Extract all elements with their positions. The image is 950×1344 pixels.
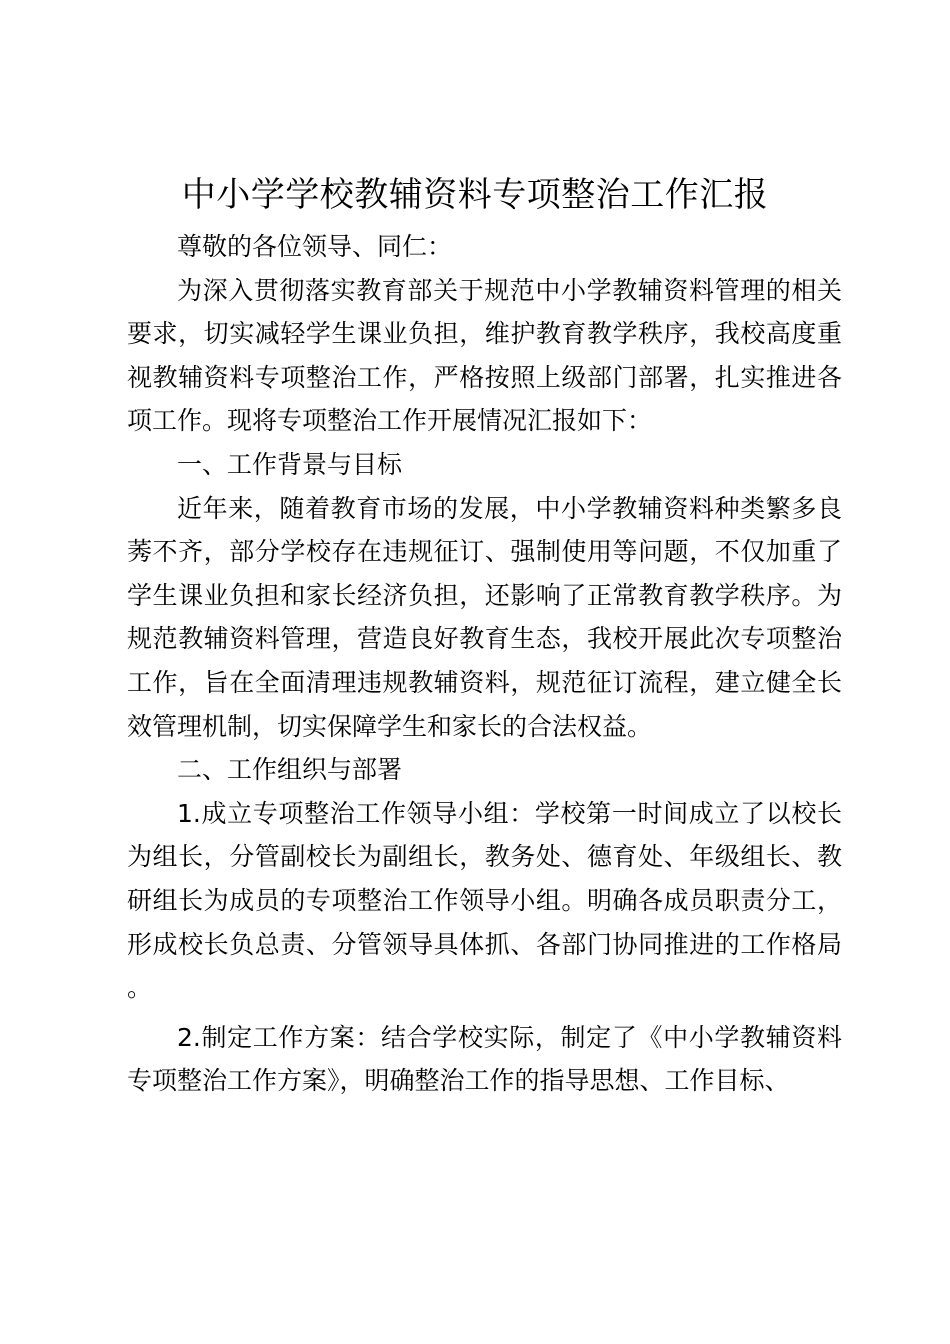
section-background-paragraph: 近年来，随着教育市场的发展，中小学教辅资料种类繁多良莠不齐，部分学校存在违规征订、强制使用等问题，不仅加重了学生课业负担和家长经济负担，还影响了正常教育教学秩序。为规范教辅资料管理，营造良好教育生态，我校开展此次专项整治工作，旨在全面清理违规教辅资料，规范征订流程，建立健全长效管理机制，切实保障学生和家长的合法权益。: [127, 493, 842, 741]
item-leadership-group: 1.成立专项整治工作领导小组：学校第一时间成立了以校长为组长，分管副校长为副组长，教务处、德育处、年级组长、教研组长为成员的专项整治工作领导小组。明确各成员职责分工，形成校长负总责、分管领导具体抓、各部门协同推进的工作格局。: [127, 798, 842, 1003]
greeting: 尊敬的各位领导、同仁：: [177, 232, 453, 261]
section-heading-background: 一、工作背景与目标: [177, 449, 403, 479]
intro-paragraph: 为深入贯彻落实教育部关于规范中小学教辅资料管理的相关要求，切实减轻学生课业负担，维护教育教学秩序，我校高度重视教辅资料专项整治工作，严格按照上级部门部署，扎实推进各项工作。现将专项整治工作开展情况汇报如下：: [127, 275, 842, 436]
section-heading-organization: 二、工作组织与部署: [177, 755, 403, 785]
document-title: 中小学学校教辅资料专项整治工作汇报: [181, 175, 769, 215]
document-body: [127, 225, 842, 1103]
item-work-plan: 2.制定工作方案：结合学校实际，制定了《中小学教辅资料专项整治工作方案》，明确整治工作的指导思想、工作目标、: [127, 1022, 842, 1096]
